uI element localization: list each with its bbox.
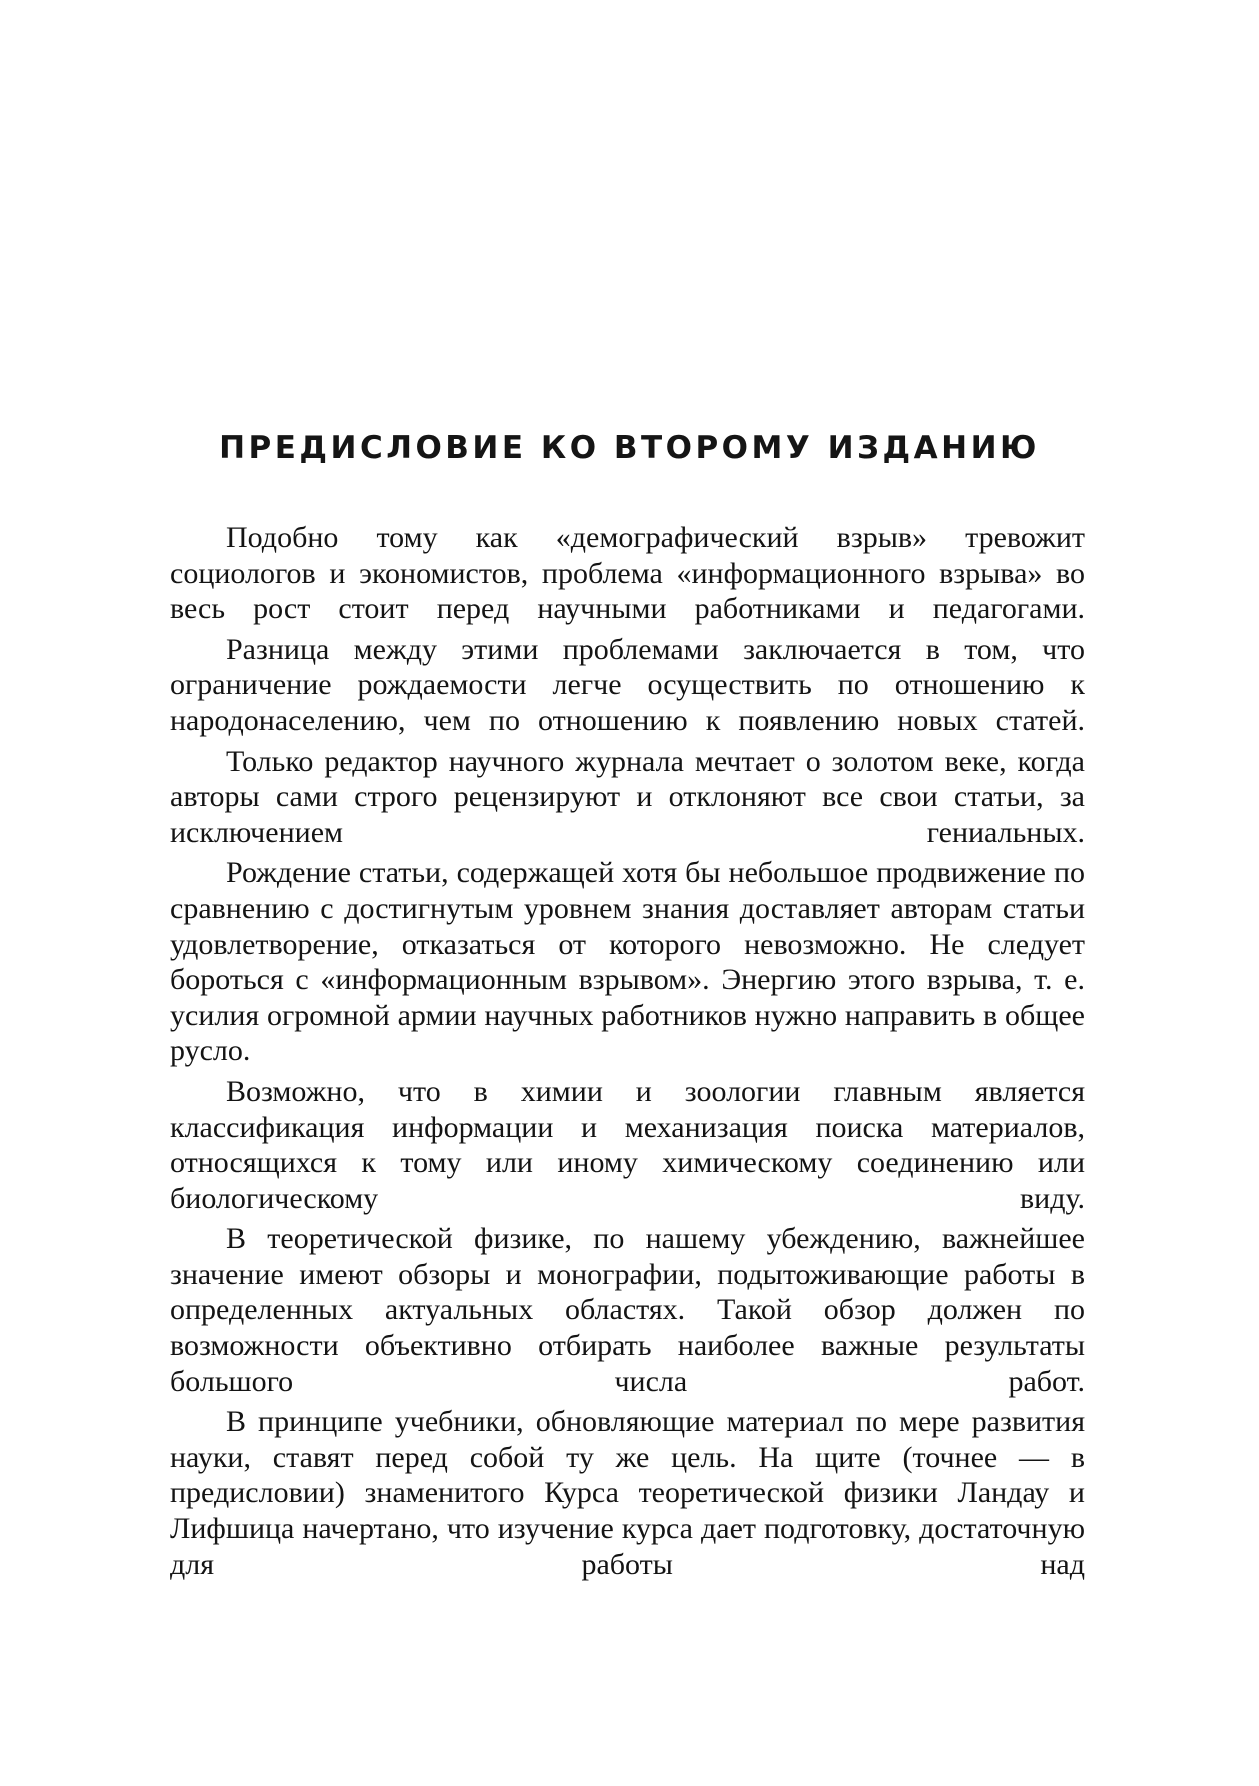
paragraph: В принципе учебники, обновляющие материал по мере развития науки, ставят перед собой ту же цель. На щите (точнее — в предисловии) знаменитого Курса теоретической физики Ландау и Лифшица начертано, что изучение курса дает подготовку, достаточную для работы над	[170, 1405, 1085, 1581]
paragraph: Рождение статьи, содержащей хотя бы небольшое продвижение по сравнению с достигнутым уровнем знания доставляет авторам статьи удовлетворение, отказаться от которого невозможно. Не следует бороться с «информационным взрывом». Энергию этого взрыва, т. е. усилия огромной армии научных работников нужно направить в общее русло.	[170, 856, 1085, 1068]
section-heading: ПРЕДИСЛОВИЕ КО ВТОРОМУ ИЗДАНИЮ	[219, 430, 1040, 466]
paragraph: Возможно, что в химии и зоологии главным является классификация информации и механизация поиска материалов, относящихся к тому или иному химическому соединению или биологическому виду.	[170, 1074, 1085, 1215]
paragraph: Подобно тому как «демографический взрыв» тревожит социологов и экономистов, проблема «информационного взрыва» во весь рост стоит перед научными работниками и педагогами.	[170, 521, 1085, 626]
paragraph: Только редактор научного журнала мечтает о золотом веке, когда авторы сами строго рецензируют и отклоняют все свои статьи, за исключением гениальных.	[170, 744, 1085, 849]
paragraph: Разница между этими проблемами заключается в том, что ограничение рождаемости легче осуществить по отношению к народонаселению, чем по отношению к появлению новых статей.	[170, 632, 1085, 737]
paragraph: В теоретической физике, по нашему убеждению, важнейшее значение имеют обзоры и монографии, подытоживающие работы в определенных актуальных областях. Такой обзор должен по возможности объективно отбирать наиболее важные результаты большого числа работ.	[170, 1222, 1085, 1398]
body-text	[170, 520, 1085, 1587]
